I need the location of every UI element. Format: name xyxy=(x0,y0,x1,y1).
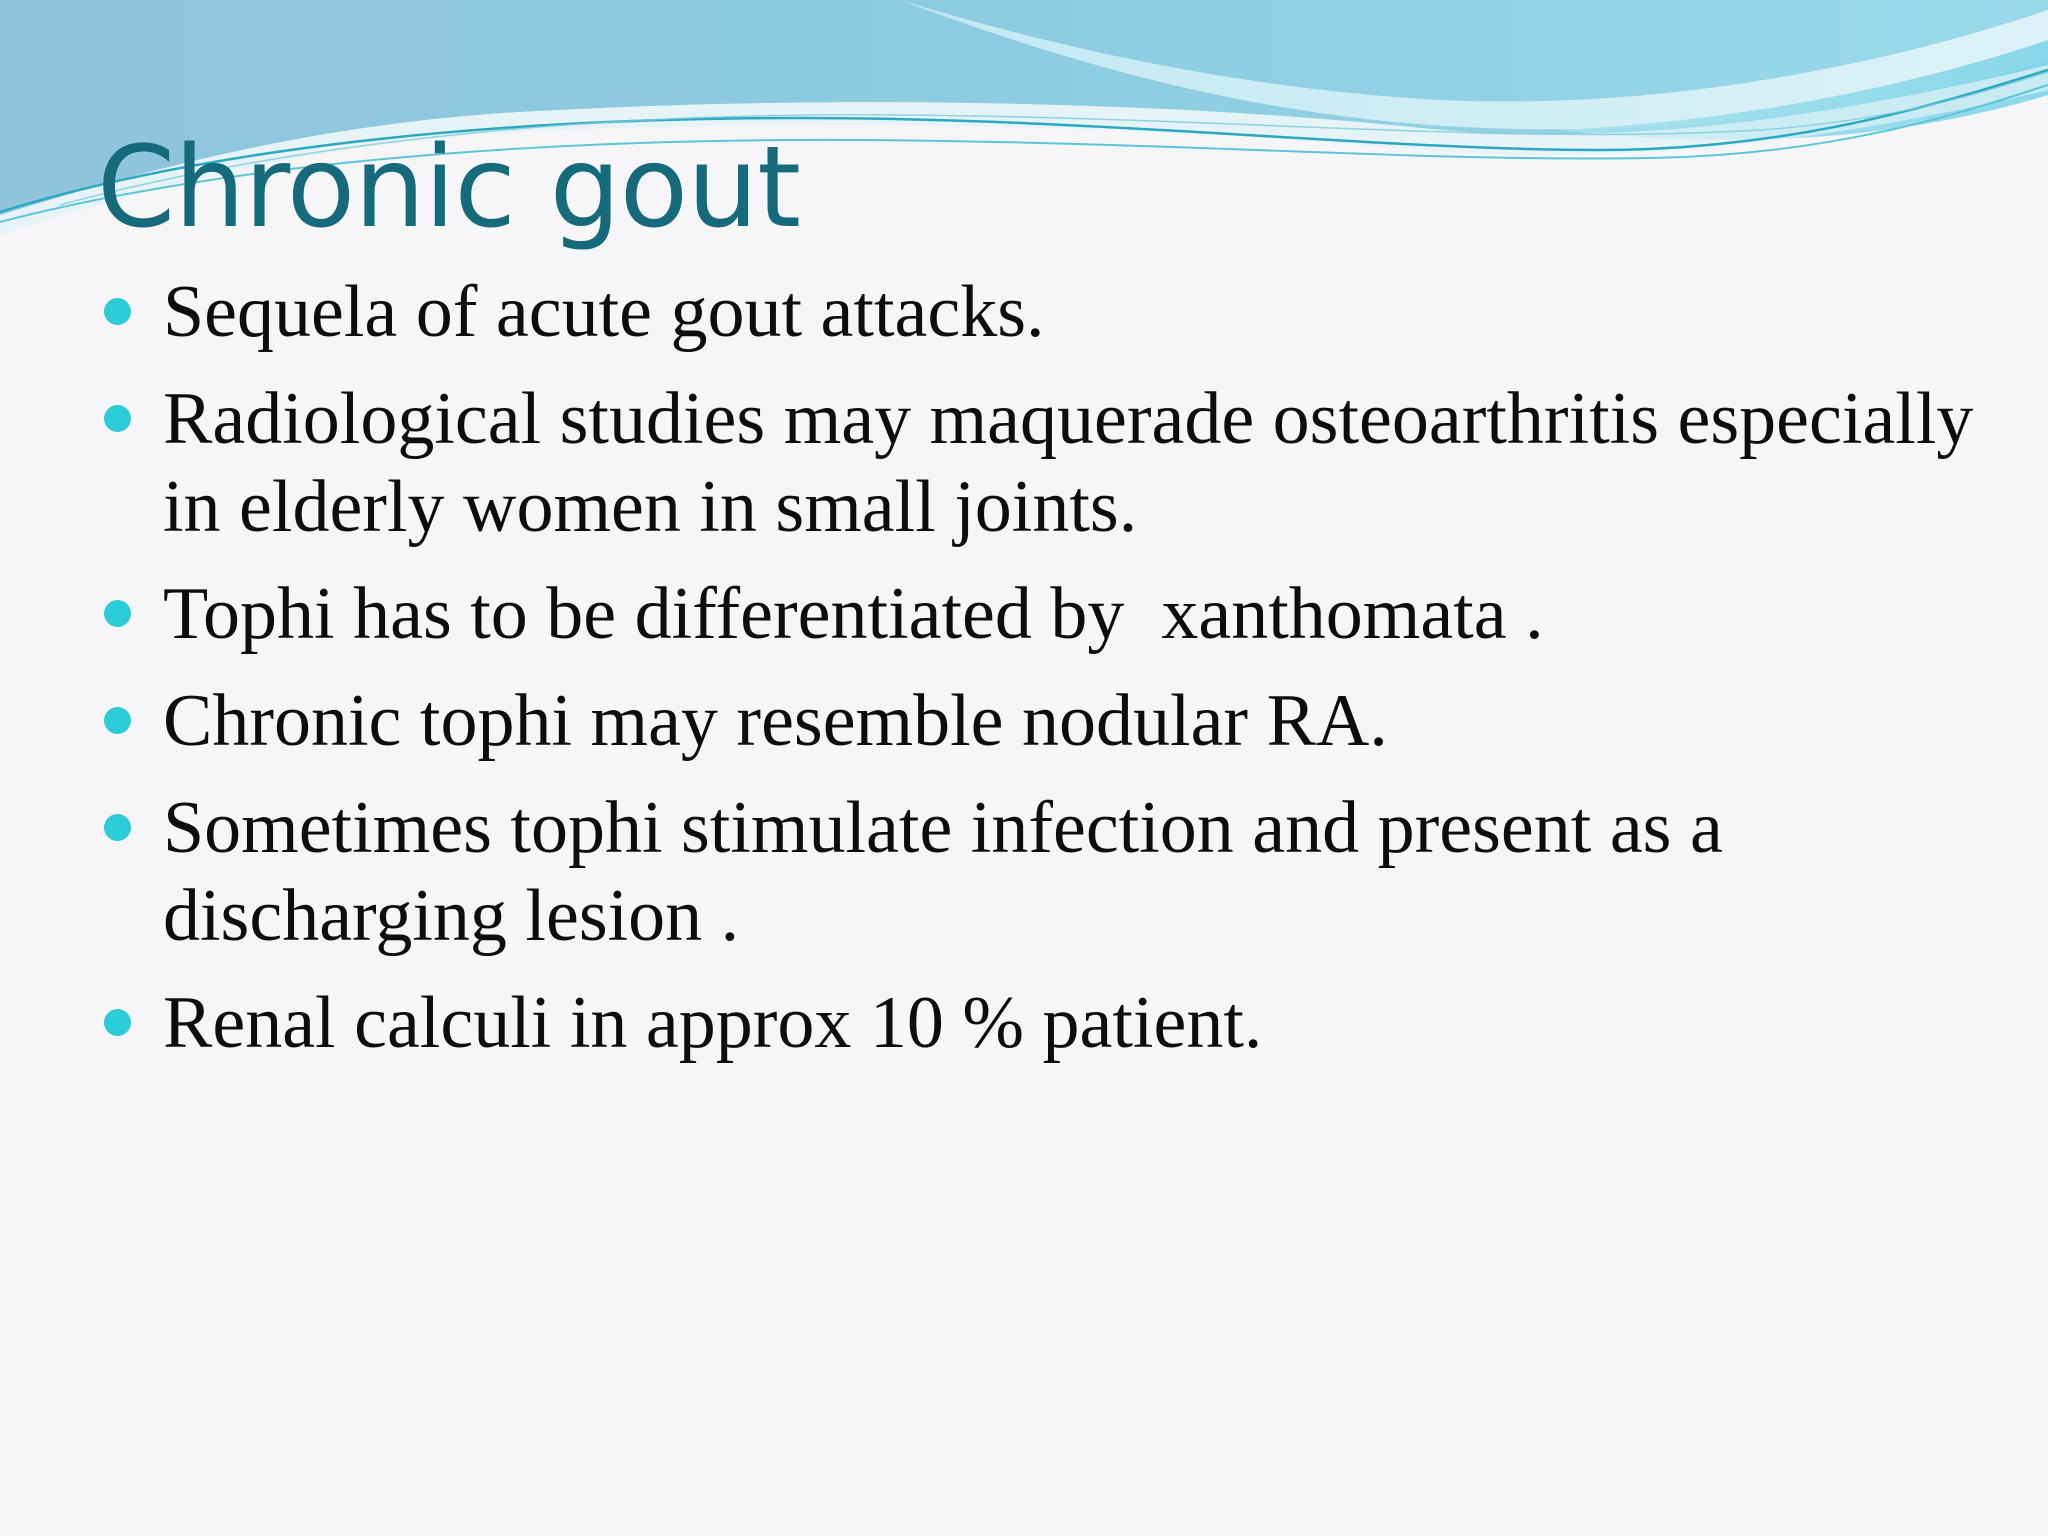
bullet-text: Sequela of acute gout attacks. xyxy=(163,271,1045,353)
bullet-dot-icon xyxy=(104,298,131,325)
bullet-text: Tophi has to be differentiated by xanthomata . xyxy=(163,573,1544,655)
bullet-dot-icon xyxy=(104,707,131,734)
bullet-dot-icon xyxy=(104,405,131,432)
list-item xyxy=(100,375,1980,551)
list-item xyxy=(100,979,1980,1067)
slide-title: Chronic gout xyxy=(97,123,801,253)
bullet-text: Chronic tophi may resemble nodular RA. xyxy=(163,680,1388,762)
bullet-text: Sometimes tophi stimulate infection and present as a discharging lesion . xyxy=(163,787,1723,957)
bullet-list xyxy=(100,268,1980,1086)
list-item xyxy=(100,268,1980,356)
list-item xyxy=(100,784,1980,960)
bullet-dot-icon xyxy=(104,600,131,627)
bullet-text: Radiological studies may maquerade osteoarthritis especially in elderly women in small joints. xyxy=(163,378,1974,548)
list-item xyxy=(100,677,1980,765)
list-item xyxy=(100,570,1980,658)
bullet-text: Renal calculi in approx 10 % patient. xyxy=(163,982,1263,1064)
bullet-dot-icon xyxy=(104,814,131,841)
bullet-dot-icon xyxy=(104,1009,131,1036)
